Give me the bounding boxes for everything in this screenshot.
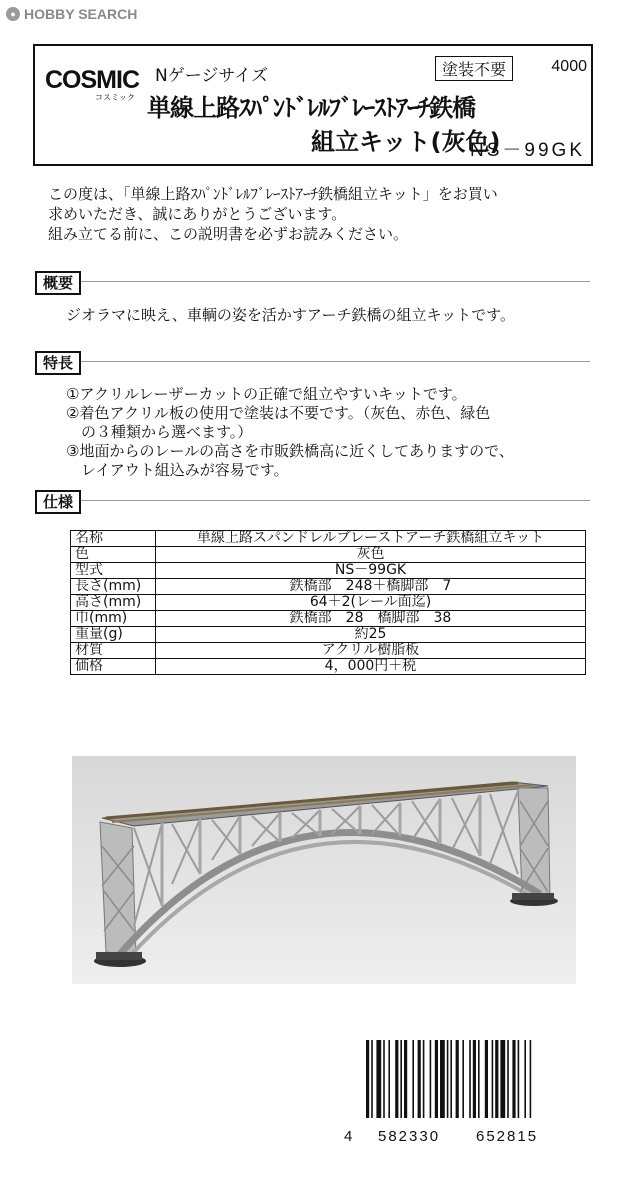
spec-value: 鉄橋部 28 橋脚部 38 [156,611,586,627]
spec-row [71,547,586,563]
arch-bridge-image [72,756,576,984]
spec-key: 重量(g) [71,627,156,643]
product-code: 4000 [551,58,587,75]
barcode-bar [450,1040,452,1118]
spec-row [71,659,586,675]
bridge-photo [72,756,576,984]
barcode-bar [418,1040,421,1118]
spec-row [71,531,586,547]
section-divider [35,500,590,501]
spec-heading: 仕様 [35,490,81,514]
spec-row [71,595,586,611]
barcode-bar [524,1040,526,1118]
barcode-bar [430,1040,432,1118]
barcode-bar [435,1040,438,1118]
barcode-bar [473,1040,476,1118]
spec-key: 価格 [71,659,156,675]
barcode-image [366,1040,570,1118]
barcode-bar [469,1040,471,1118]
spec-key: 材質 [71,643,156,659]
spec-key: 型式 [71,563,156,579]
cosmic-logo-sub: コスミック [95,93,135,102]
features-text: ①アクリルレーザーカットの正確で組立やすいキットです。 ②着色アクリル板の使用で塗装は不要です。（灰色、赤色、緑色 の３種類から選べます。） ③地面からのレールの高さを市販鉄橋高に近くしてありますので、 レイアウト組込みが容易です。 [66,385,514,479]
product-title-line1: 単線上路ｽﾊﾟﾝﾄﾞﾚﾙﾌﾞﾚｰｽﾄｱｰﾁ鉄橋 [147,94,475,122]
barcode-bar [400,1040,402,1118]
model-number: NS－99GK [470,140,585,161]
spec-row [71,627,586,643]
barcode-lead-digit: 4 [344,1128,353,1145]
barcode-bar [530,1040,532,1118]
barcode-bar [383,1040,385,1118]
spec-key: 高さ(mm) [71,595,156,611]
spec-value: 4，000円＋税 [156,659,586,675]
spec-value: 鉄橋部 248＋橋脚部 7 [156,579,586,595]
spec-row [71,611,586,627]
overview-text: ジオラマに映え、車輌の姿を活かすアーチ鉄橋の組立キットです。 [66,306,515,324]
section-divider [35,361,590,362]
spec-value: 64＋2(レール面迄) [156,595,586,611]
spec-value: 約25 [156,627,586,643]
barcode-bar [456,1040,459,1118]
barcode-bar [462,1040,464,1118]
hobby-search-logo-icon: ● [6,7,20,21]
hobby-search-watermark [6,6,137,22]
spec-value: 灰色 [156,547,586,563]
barcode-bar [423,1040,425,1118]
spec-key: 長さ(mm) [71,579,156,595]
barcode-bar [388,1040,390,1118]
barcode-bar [447,1040,449,1118]
spec-value: 単線上路スパンドレルブレーストアーチ鉄橋組立キット [156,531,586,547]
spec-row [71,563,586,579]
overview-heading: 概要 [35,271,81,295]
barcode-bar [495,1040,498,1118]
barcode-bar [492,1040,494,1118]
features-heading: 特長 [35,351,81,375]
barcode-bar [507,1040,509,1118]
spec-value: NS－99GK [156,563,586,579]
spec-key: 巾(mm) [71,611,156,627]
barcode-bar [376,1040,381,1118]
watermark-text: HOBBY SEARCH [24,6,138,22]
barcode-bar [478,1040,480,1118]
barcode-bar [366,1040,369,1118]
spec-key: 名称 [71,531,156,547]
gauge-label: Nゲージサイズ [155,66,269,86]
barcode-bar [371,1040,373,1118]
product-header [33,44,593,166]
barcode-left-digits: 582330 [378,1128,441,1145]
barcode-bar [485,1040,488,1118]
cosmic-logo: COSMIC [45,66,139,94]
barcode-bar [404,1040,407,1118]
no-paint-badge: 塗装不要 [435,56,513,81]
spec-table [70,530,586,675]
spec-row [71,643,586,659]
barcode-bar [412,1040,414,1118]
barcode-bar [440,1040,445,1118]
spec-value: アクリル樹脂板 [156,643,586,659]
spec-key: 色 [71,547,156,563]
barcode-bar [518,1040,520,1118]
barcode-bar [395,1040,398,1118]
barcode-bar [512,1040,515,1118]
barcode-bar [500,1040,505,1118]
barcode-right-digits: 652815 [476,1128,539,1145]
intro-text: この度は、「単線上路ｽﾊﾟﾝﾄﾞﾚﾙﾌﾞﾚｰｽﾄｱｰﾁ鉄橋組立キット」をお買い 求めいただき、誠にありがとうございます。 組み立てる前に、この説明書を必ずお読みください。 [48,185,498,243]
product-title-line2: 組立キット(灰色) [311,128,501,156]
section-divider [35,281,590,282]
spec-row [71,579,586,595]
